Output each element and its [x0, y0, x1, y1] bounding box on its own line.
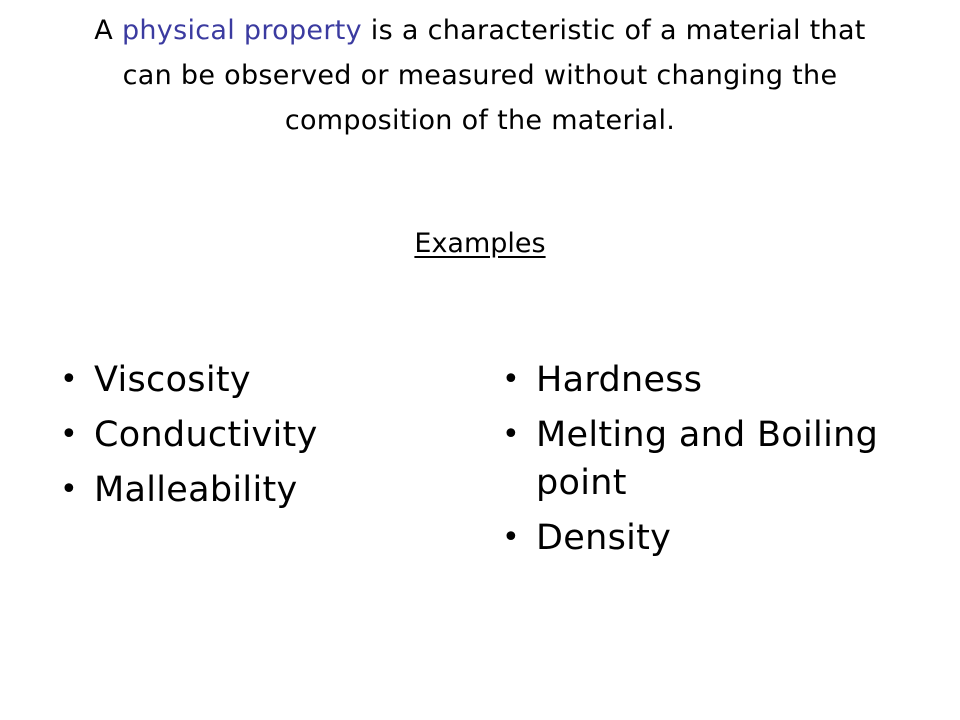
list-item — [502, 411, 922, 507]
list-item-label: Melting and Boiling point — [536, 415, 879, 503]
list-item — [502, 514, 922, 562]
examples-heading: Examples — [414, 228, 546, 259]
definition-text — [70, 8, 890, 143]
examples-list-right — [502, 356, 922, 569]
list-item-label: Hardness — [536, 360, 703, 400]
examples-list-left — [60, 356, 460, 521]
list-item — [60, 466, 460, 514]
bullet-icon: • — [502, 417, 520, 452]
definition-rest: is a characteristic of a material that can be observed or measured without changing the composition of the material. — [122, 15, 866, 136]
bullet-icon: • — [60, 362, 78, 397]
list-item-label: Viscosity — [94, 360, 251, 400]
list-item — [60, 356, 460, 404]
list-item — [502, 356, 922, 404]
list-item-label: Density — [536, 518, 672, 558]
definition-highlight-term: physical property — [121, 15, 362, 46]
definition-prefix: A — [94, 15, 122, 46]
bullet-icon: • — [502, 362, 520, 397]
list-item-label: Malleability — [94, 470, 298, 510]
list-item-label: Conductivity — [94, 415, 318, 455]
bullet-icon: • — [502, 520, 520, 555]
list-item — [60, 411, 460, 459]
bullet-icon: • — [60, 417, 78, 452]
bullet-icon: • — [60, 472, 78, 507]
